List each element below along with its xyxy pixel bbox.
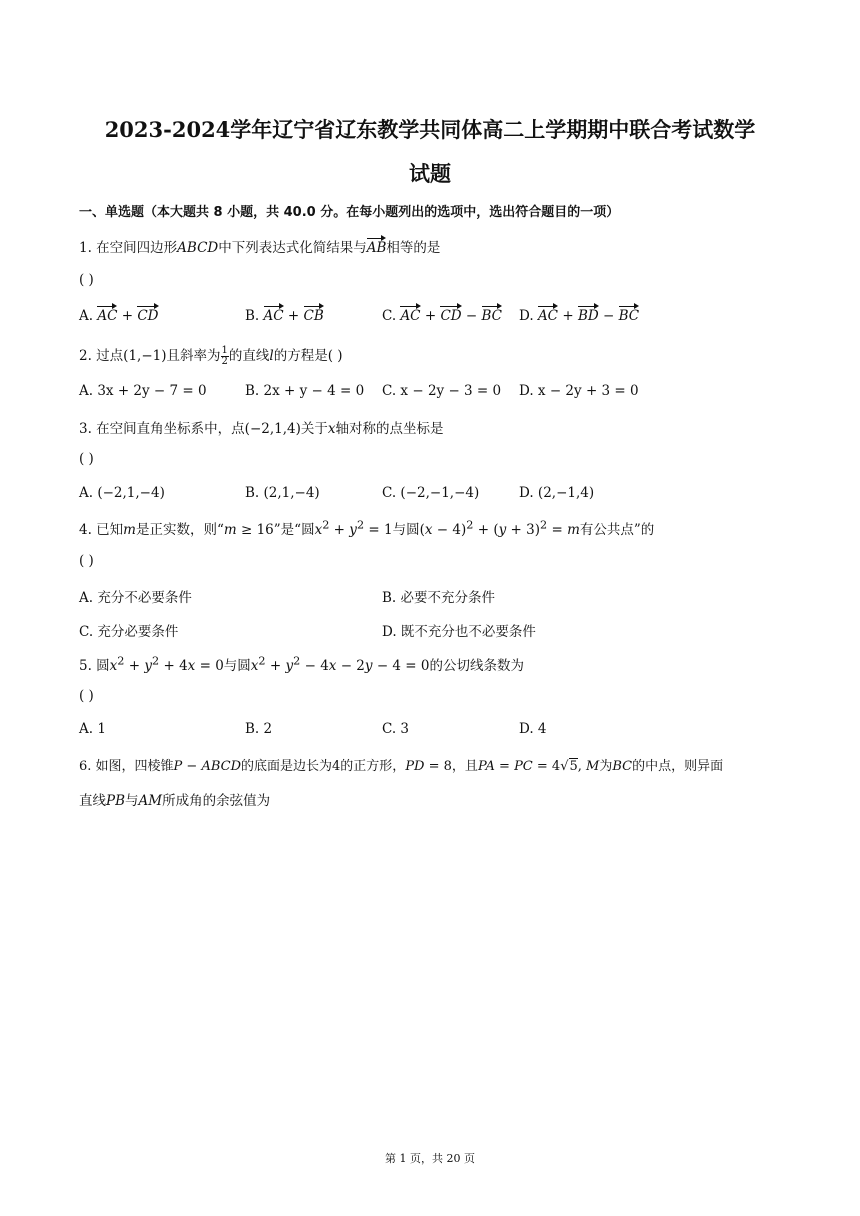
question-6: 6. 如图，四棱锥P − ABCD的底面是边长为4的正方形，PD = 8，且PA = PC = 4√5, M为BC的中点，则异面 bbox=[79, 759, 724, 774]
q4-option-a: A. 充分不必要条件 bbox=[79, 590, 192, 606]
q3-option-a: A. (−2,1,−4) bbox=[79, 485, 165, 501]
q4-option-d: D. 既不充分也不必要条件 bbox=[382, 624, 536, 640]
page-footer: 第 1 页，共 20 页 bbox=[385, 1152, 475, 1165]
q4-option-b: B. 必要不充分条件 bbox=[382, 590, 496, 606]
q5-option-c: C. 3 bbox=[382, 721, 410, 737]
q4-option-c: C. 充分必要条件 bbox=[79, 624, 179, 640]
q2-option-d: D. x − 2y + 3 = 0 bbox=[519, 383, 639, 399]
q1-option-b: B. AC + CB bbox=[245, 305, 324, 324]
question-6-line2: 直线PB与AM所成角的余弦值为 bbox=[79, 793, 271, 809]
question-3: 3. 在空间直角坐标系中，点(−2,1,4)关于x轴对称的点坐标是 bbox=[79, 421, 444, 437]
q3-option-b: B. (2,1,−4) bbox=[245, 485, 320, 501]
question-2: 2. 过点(1,−1)且斜率为 $\frac{1}{2}$ 的直线l的方程是( ) bbox=[79, 345, 343, 367]
question-4-blank: ( ) bbox=[79, 553, 94, 569]
section-heading: 一、单选题（本大题共 8 小题，共 40.0 分。在每小题列出的选项中，选出符合题目的一项） bbox=[79, 205, 620, 220]
q2-option-a: A. 3x + 2y − 7 = 0 bbox=[79, 383, 207, 399]
q2-option-b: B. 2x + y − 4 = 0 bbox=[245, 383, 365, 399]
question-1: 1. 在空间四边形ABCD中下列表达式化简结果与AB相等的是 bbox=[79, 236, 440, 256]
q5-option-b: B. 2 bbox=[245, 721, 273, 737]
question-3-blank: ( ) bbox=[79, 451, 94, 467]
q1-option-a: A. AC + CD bbox=[79, 305, 159, 324]
q5-option-d: D. 4 bbox=[519, 721, 547, 737]
q5-option-a: A. 1 bbox=[79, 721, 106, 737]
q3-option-d: D. (2,−1,4) bbox=[519, 485, 595, 501]
q1-option-d: D. AC + BD − BC bbox=[519, 305, 639, 324]
question-5-blank: ( ) bbox=[79, 688, 94, 704]
question-5: 5. 圆$x^2 + y^2 + 4x = 0$与圆$x^2 + y^2 - 4x - 2y - 4 = 0$的公切线条数为 bbox=[79, 654, 524, 674]
question-4: 4. 已知m是正实数，则“m ≥ 16”是“圆$x^2 + y^2 = 1$与圆$(x - 4)^2 + (y + 3)^2 = m$有公共点”的 bbox=[79, 518, 655, 538]
q1-option-c: C. AC + CD − BC bbox=[382, 305, 502, 324]
document-title-line2: 试题 bbox=[409, 161, 451, 186]
question-1-blank: ( ) bbox=[79, 272, 94, 288]
q2-option-c: C. x − 2y − 3 = 0 bbox=[382, 383, 502, 399]
q3-option-c: C. (−2,−1,−4) bbox=[382, 485, 480, 501]
fraction-one-half: $\frac{1}{2}$ bbox=[221, 345, 228, 367]
document-title-line1: 2023-2024学年辽宁省辽东教学共同体高二上学期期中联合考试数学 bbox=[104, 117, 756, 142]
